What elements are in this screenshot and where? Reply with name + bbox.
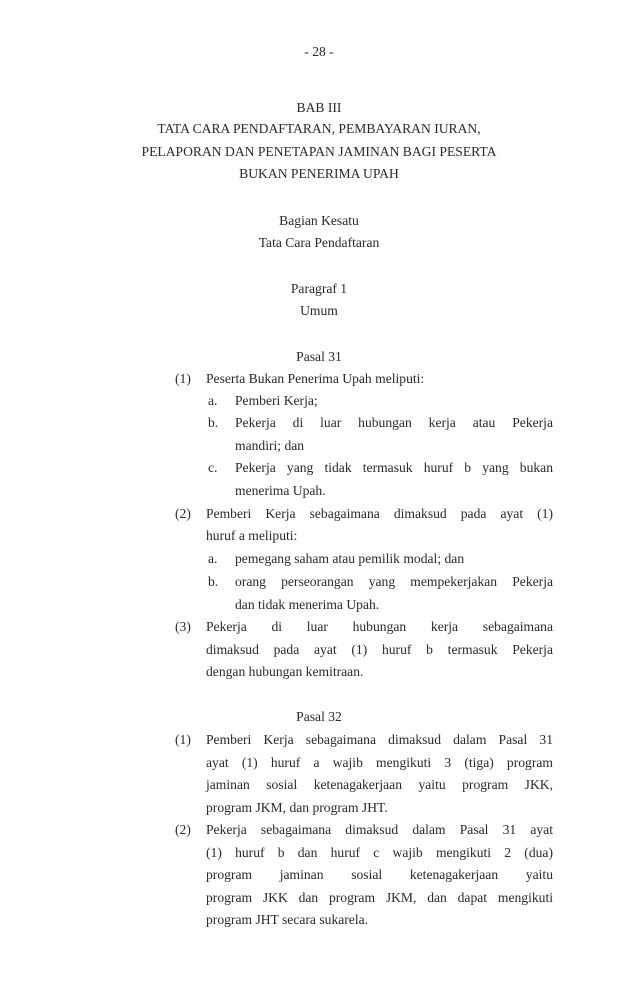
ayat-text: jaminan sosial ketenagakerjaan yaitu program JKK, <box>206 777 553 792</box>
list-item-text: mandiri; dan <box>235 438 305 453</box>
list-item-text: pemegang saham atau pemilik modal; dan <box>235 551 465 566</box>
pasal-32-heading: Pasal 32 <box>296 709 342 724</box>
paragraph-label: Paragraf 1 <box>290 281 348 296</box>
ayat-text: huruf a meliputi: <box>206 528 298 543</box>
list-item-text: Pekerja yang tidak termasuk huruf b yang bukan <box>235 460 553 475</box>
ayat-text: program jaminan sosial ketenagakerjaan yaitu <box>206 867 553 882</box>
list-item-text: menerima Upah. <box>235 483 326 498</box>
ayat-number: (2) <box>175 506 191 521</box>
page-number: - 28 - <box>304 44 334 59</box>
chapter-title-line: TATA CARA PENDAFTARAN, PEMBAYARAN IURAN, <box>157 121 481 136</box>
list-letter: b. <box>208 415 219 430</box>
ayat-text: program JKK dan program JKM, dan dapat mengikuti <box>206 890 553 905</box>
chapter-title-line: PELAPORAN DAN PENETAPAN JAMINAN BAGI PESERTA <box>141 144 497 159</box>
section-title: Tata Cara Pendaftaran <box>258 235 380 250</box>
list-item-text: orang perseorangan yang mempekerjakan Pekerja <box>235 574 553 589</box>
list-letter: a. <box>208 551 218 566</box>
ayat-text: (1) huruf b dan huruf c wajib mengikuti 2 (dua) <box>206 845 553 860</box>
ayat-text: Pemberi Kerja sebagaimana dimaksud pada ayat (1) <box>206 506 553 521</box>
ayat-text: dengan hubungan kemitraan. <box>206 664 364 679</box>
pasal-31-heading: Pasal 31 <box>296 349 342 364</box>
ayat-text: dimaksud pada ayat (1) huruf b termasuk Pekerja <box>206 642 553 657</box>
list-item-text: dan tidak menerima Upah. <box>235 597 380 612</box>
ayat-number: (2) <box>175 822 191 837</box>
section-label: Bagian Kesatu <box>279 213 359 228</box>
ayat-text: Peserta Bukan Penerima Upah meliputi: <box>206 371 425 386</box>
ayat-text: program JHT secara sukarela. <box>206 912 369 927</box>
list-letter: b. <box>208 574 219 589</box>
chapter-label: BAB III <box>296 100 342 115</box>
ayat-text: program JKM, dan program JHT. <box>206 800 388 815</box>
ayat-text: Pekerja di luar hubungan kerja sebagaimana <box>206 619 553 634</box>
chapter-title-line: BUKAN PENERIMA UPAH <box>239 166 399 181</box>
ayat-number: (3) <box>175 619 191 634</box>
list-item-text: Pemberi Kerja; <box>235 393 318 408</box>
ayat-text: Pekerja sebagaimana dimaksud dalam Pasal 31 ayat <box>206 822 553 837</box>
list-item-text: Pekerja di luar hubungan kerja atau Pekerja <box>235 415 553 430</box>
list-letter: c. <box>208 460 218 475</box>
ayat-number: (1) <box>175 371 191 386</box>
paragraph-title: Umum <box>300 303 338 318</box>
ayat-text: ayat (1) huruf a wajib mengikuti 3 (tiga) program <box>206 755 553 770</box>
ayat-number: (1) <box>175 732 191 747</box>
ayat-text: Pemberi Kerja sebagaimana dimaksud dalam Pasal 31 <box>206 732 553 747</box>
list-letter: a. <box>208 393 218 408</box>
